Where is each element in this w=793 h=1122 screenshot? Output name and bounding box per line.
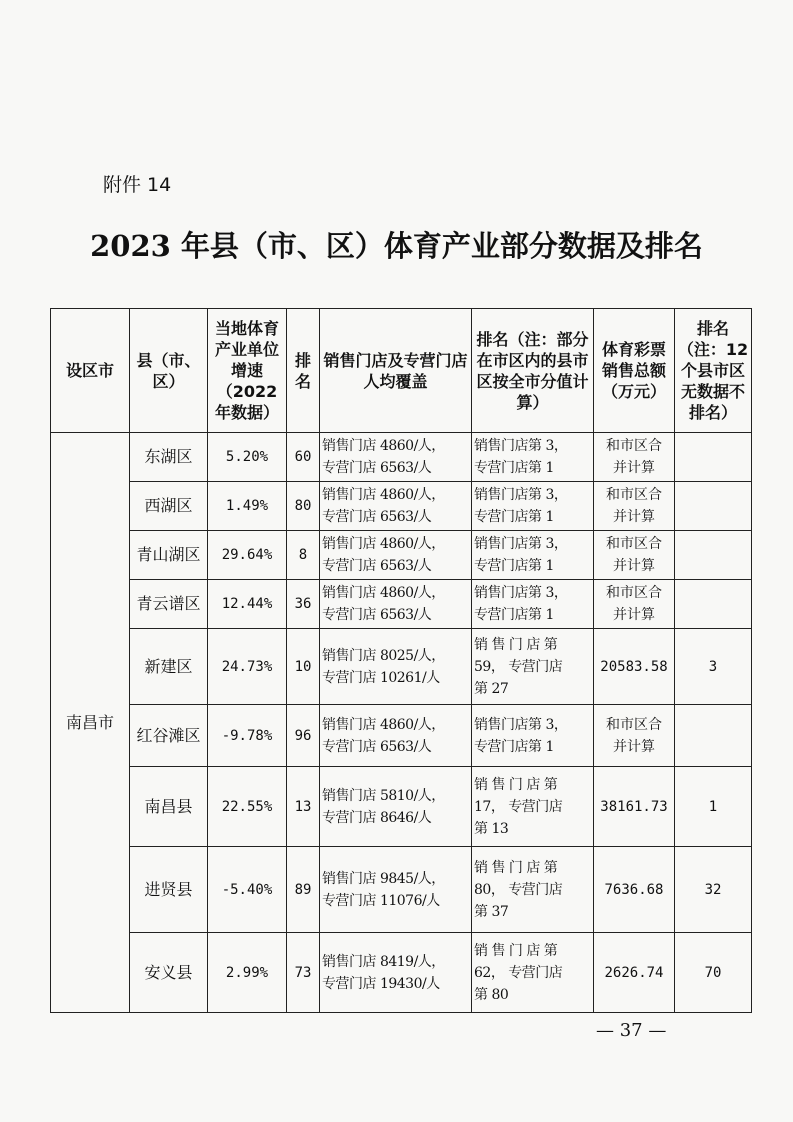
rank-note-cell: [472, 705, 594, 767]
growth-cell-line: 29.64%: [221, 547, 273, 563]
rank-note-cell-line: 专营门店第 1: [474, 738, 554, 755]
rank-note-cell-line: 销 售 门 店 第: [474, 636, 558, 653]
county-cell: [130, 767, 208, 847]
stores-cell-line: 专营门店 8646/人: [322, 809, 432, 826]
lottery-cell: [594, 767, 675, 847]
lottery-rank-cell: [675, 580, 752, 629]
lottery-rank-cell: [675, 629, 752, 705]
county-cell-line: 进贤县: [144, 879, 193, 899]
growth-cell-line: 12.44%: [221, 596, 273, 612]
rank-note-cell-line: 销售门店第 3，: [474, 438, 568, 454]
table-row: [51, 433, 752, 482]
rank-note-cell-line: 销 售 门 店 第: [474, 859, 558, 876]
page-number: — 37 —: [596, 1020, 667, 1041]
lottery-cell-line: 并计算: [613, 509, 655, 525]
rank-note-cell-line: 第 27: [474, 680, 509, 697]
rank-cell-line: 96: [294, 727, 312, 744]
rank-cell: [287, 531, 320, 580]
growth-cell: [208, 580, 287, 629]
table-row: [51, 705, 752, 767]
rank-note-cell-line: 80， 专营门店: [474, 881, 563, 898]
header-city: 设区市: [51, 309, 130, 433]
stores-cell-line: 销售门店 8419/人，: [322, 953, 445, 970]
rank-cell: [287, 767, 320, 847]
stores-cell-line: 销售门店 5810/人，: [322, 787, 445, 804]
stores-cell-line: 销售门店 4860/人，: [322, 536, 445, 552]
stores-cell-line: 销售门店 9845/人，: [322, 870, 445, 887]
growth-cell: [208, 531, 287, 580]
stores-cell-line: 专营门店 6563/人: [322, 738, 432, 755]
rank-note-cell-line: 销售门店第 3，: [474, 536, 568, 552]
lottery-cell-line: 7636.68: [604, 881, 664, 898]
lottery-cell-line: 并计算: [613, 460, 655, 476]
stores-cell: [320, 629, 472, 705]
stores-cell-line: 专营门店 6563/人: [322, 558, 432, 574]
table-row: [51, 482, 752, 531]
growth-cell-line: 2.99%: [225, 964, 269, 981]
table-body: [51, 433, 752, 1013]
rank-note-cell: [472, 482, 594, 531]
lottery-cell-line: 和市区合: [606, 487, 662, 503]
stores-cell-line: 销售门店 4860/人，: [322, 438, 445, 454]
stores-cell-line: 专营门店 19430/人: [322, 975, 440, 992]
stores-cell-line: 销售门店 4860/人，: [322, 585, 445, 601]
header-lottery-rank: 排名（注：12个县市区无数据不排名）: [675, 309, 752, 433]
lottery-cell-line: 并计算: [613, 738, 655, 755]
header-stores: 销售门店及专营门店人均覆盖: [320, 309, 472, 433]
lottery-cell-line: 和市区合: [606, 716, 662, 733]
stores-cell: [320, 933, 472, 1013]
header-rank: 排名: [287, 309, 320, 433]
stores-cell-line: 专营门店 11076/人: [322, 892, 440, 909]
lottery-cell-line: 20583.58: [600, 658, 668, 675]
growth-cell: [208, 433, 287, 482]
city-cell: 南昌市: [51, 433, 130, 1013]
county-cell-line: 西湖区: [144, 496, 193, 515]
stores-cell: [320, 580, 472, 629]
county-cell: [130, 482, 208, 531]
lottery-cell: [594, 482, 675, 531]
stores-cell-line: 专营门店 6563/人: [322, 509, 432, 525]
rank-cell-line: 73: [294, 964, 312, 981]
rank-note-cell-line: 销 售 门 店 第: [474, 942, 558, 959]
rank-cell: [287, 933, 320, 1013]
stores-cell: [320, 847, 472, 933]
rank-note-cell: [472, 767, 594, 847]
rank-cell: [287, 482, 320, 531]
rank-cell: [287, 705, 320, 767]
lottery-cell: [594, 705, 675, 767]
attachment-label: 附件 14: [103, 174, 172, 196]
header-lottery: 体育彩票销售总额（万元）: [594, 309, 675, 433]
table-row: [51, 847, 752, 933]
stores-cell-line: 专营门店 10261/人: [322, 669, 440, 686]
rank-cell: [287, 580, 320, 629]
lottery-rank-cell-line: 1: [708, 798, 718, 815]
lottery-cell-line: 并计算: [613, 558, 655, 574]
rank-note-cell-line: 销售门店第 3，: [474, 585, 568, 601]
page-title: 2023 年县（市、区）体育产业部分数据及排名: [90, 229, 703, 263]
growth-cell: [208, 482, 287, 531]
lottery-rank-cell-line: 70: [704, 964, 722, 981]
table-row: [51, 629, 752, 705]
header-rank-note: 排名（注：部分在市区内的县市区按全市分值计算）: [472, 309, 594, 433]
rank-note-cell-line: 销 售 门 店 第: [474, 776, 558, 793]
rank-note-cell: [472, 580, 594, 629]
lottery-cell-line: 并计算: [613, 607, 655, 623]
stores-cell-line: 销售门店 4860/人，: [322, 716, 445, 733]
header-row: [51, 309, 752, 433]
stores-cell: [320, 767, 472, 847]
lottery-rank-cell: [675, 933, 752, 1013]
rank-note-cell-line: 销售门店第 3，: [474, 487, 568, 503]
lottery-rank-cell: [675, 767, 752, 847]
county-cell: [130, 847, 208, 933]
growth-cell: [208, 767, 287, 847]
county-cell-line: 东湖区: [144, 447, 193, 466]
lottery-rank-cell-line: 3: [708, 658, 718, 675]
lottery-cell: [594, 433, 675, 482]
lottery-cell: [594, 531, 675, 580]
rank-note-cell-line: 59， 专营门店: [474, 658, 563, 675]
rank-note-cell: [472, 531, 594, 580]
growth-cell: [208, 847, 287, 933]
county-cell: [130, 580, 208, 629]
lottery-rank-cell: [675, 847, 752, 933]
rank-note-cell-line: 专营门店第 1: [474, 509, 554, 525]
lottery-rank-cell: [675, 433, 752, 482]
rank-note-cell: [472, 847, 594, 933]
lottery-cell: [594, 580, 675, 629]
table-row: [51, 767, 752, 847]
rank-cell-line: 10: [294, 658, 312, 675]
stores-cell: [320, 433, 472, 482]
stores-cell-line: 销售门店 4860/人，: [322, 487, 445, 503]
rank-note-cell-line: 62， 专营门店: [474, 964, 563, 981]
lottery-rank-cell: [675, 482, 752, 531]
rank-cell-line: 36: [294, 596, 312, 612]
lottery-rank-cell: [675, 531, 752, 580]
growth-cell-line: 24.73%: [221, 658, 273, 675]
growth-cell: [208, 933, 287, 1013]
stores-cell: [320, 531, 472, 580]
county-cell: [130, 933, 208, 1013]
lottery-cell: [594, 629, 675, 705]
stores-cell-line: 销售门店 8025/人，: [322, 647, 445, 664]
lottery-rank-cell-line: 32: [704, 881, 722, 898]
rank-cell: [287, 629, 320, 705]
stores-cell: [320, 482, 472, 531]
rank-cell-line: 13: [294, 798, 312, 815]
lottery-cell-line: 和市区合: [606, 536, 662, 552]
rank-note-cell: [472, 933, 594, 1013]
growth-cell-line: 22.55%: [221, 798, 273, 815]
rank-cell: [287, 433, 320, 482]
stores-cell-line: 专营门店 6563/人: [322, 607, 432, 623]
county-cell-line: 青山湖区: [136, 545, 201, 564]
rank-note-cell-line: 第 37: [474, 903, 509, 920]
rank-note-cell-line: 专营门店第 1: [474, 558, 554, 574]
growth-cell-line: 1.49%: [225, 498, 269, 514]
rank-note-cell-line: 17， 专营门店: [474, 798, 563, 815]
table-row: [51, 580, 752, 629]
stores-cell-line: 专营门店 6563/人: [322, 460, 432, 476]
county-cell: [130, 433, 208, 482]
lottery-rank-cell: [675, 705, 752, 767]
stores-cell: [320, 705, 472, 767]
county-cell-line: 新建区: [144, 656, 193, 676]
rank-cell-line: 60: [294, 449, 312, 465]
rank-cell-line: 80: [294, 498, 312, 514]
lottery-cell-line: 和市区合: [606, 585, 662, 601]
growth-cell: [208, 629, 287, 705]
table-row: [51, 531, 752, 580]
rank-cell-line: 89: [294, 881, 312, 898]
rank-cell-line: 8: [298, 547, 308, 563]
header-county: 县（市、区）: [130, 309, 208, 433]
rank-note-cell: [472, 629, 594, 705]
rank-cell: [287, 847, 320, 933]
growth-cell: [208, 705, 287, 767]
rank-note-cell-line: 第 13: [474, 820, 509, 837]
lottery-cell: [594, 933, 675, 1013]
county-cell-line: 安义县: [144, 962, 193, 982]
growth-cell-line: -5.40%: [221, 881, 273, 898]
rank-note-cell: [472, 433, 594, 482]
rank-note-cell-line: 专营门店第 1: [474, 607, 554, 623]
county-cell-line: 南昌县: [144, 796, 193, 816]
header-growth: 当地体育产业单位增速（2022年数据）: [208, 309, 287, 433]
rank-note-cell-line: 销售门店第 3，: [474, 716, 568, 733]
growth-cell-line: -9.78%: [221, 727, 273, 744]
lottery-cell-line: 38161.73: [600, 798, 668, 815]
growth-cell-line: 5.20%: [225, 449, 269, 465]
county-cell: [130, 705, 208, 767]
rank-note-cell-line: 专营门店第 1: [474, 460, 554, 476]
county-cell: [130, 629, 208, 705]
rank-note-cell-line: 第 80: [474, 986, 509, 1003]
table-row: [51, 933, 752, 1013]
county-cell: [130, 531, 208, 580]
lottery-cell: [594, 847, 675, 933]
data-table: [50, 308, 752, 1013]
county-cell-line: 红谷滩区: [136, 725, 201, 745]
lottery-cell-line: 2626.74: [604, 964, 664, 981]
county-cell-line: 青云谱区: [136, 594, 201, 613]
lottery-cell-line: 和市区合: [606, 438, 662, 454]
